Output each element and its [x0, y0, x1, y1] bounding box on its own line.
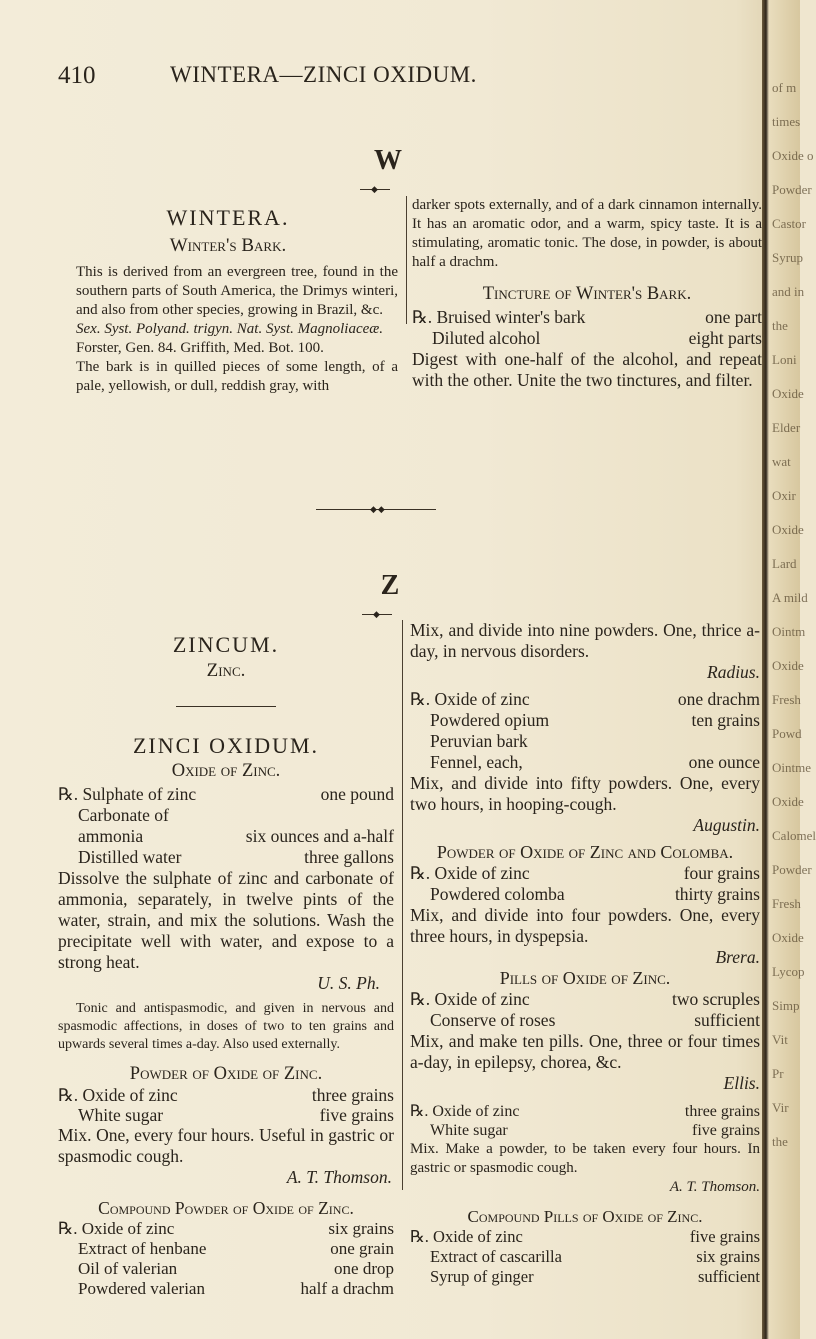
recipe-ingredient: ℞. Oxide of zinc — [58, 1085, 178, 1105]
facing-page-fragment: Oxide — [772, 522, 804, 537]
page-number: 410 — [58, 62, 96, 89]
facing-page-fragment: Oxide — [772, 658, 804, 673]
recipe-quantity: six grains — [328, 1219, 394, 1238]
recipe-row — [58, 1219, 394, 1239]
wintera-para-origin: This is derived from an evergreen tree, found in the southern parts of South America, the Drimys winteri, and also from other species, growing in Brazil, &c. — [76, 264, 398, 318]
facing-page-fragment: Loni — [772, 352, 797, 367]
facing-page-fragment: Calomel — [772, 828, 816, 843]
recipe-ingredient: ℞. Oxide of zinc — [410, 689, 530, 709]
recipe-ingredient: White sugar — [430, 1122, 508, 1139]
hooping-cough-recipe — [410, 689, 760, 773]
hooping-cough-source: Augustin. — [693, 815, 760, 835]
zinci-oxidum-notes: Tonic and antispasmodic, and given in nervous and spasmodic affections, in doses of two to ten grains and upwards several times a-day. Also used externally. — [58, 1001, 394, 1052]
recipe-quantity: five grains — [689, 1227, 760, 1246]
compound-pills-recipe — [410, 1227, 760, 1287]
recipe-quantity: one drop — [334, 1259, 394, 1278]
facing-page-fragment: Lycop — [772, 964, 805, 979]
facing-page-fragment: the — [772, 1134, 788, 1149]
facing-page-fragment: of m — [772, 80, 797, 95]
recipe-ingredient: ℞. Oxide of zinc — [410, 1103, 520, 1120]
zinci-oxidum-subtitle: Oxide of Zinc. — [171, 761, 281, 781]
recipe-quantity: six ounces and a-half — [245, 826, 394, 846]
zinci-oxidum-source: U. S. Ph. — [317, 973, 380, 993]
colomba-title: Powder of Oxide of Zinc and Colomba. — [436, 842, 734, 862]
recipe-ingredient: Fennel, each, — [430, 752, 523, 772]
powder-oxide-source: A. T. Thomson. — [286, 1167, 392, 1187]
recipe-quantity: three grains — [311, 1085, 394, 1105]
facing-page-fragment: Castor — [772, 216, 806, 231]
wintera-para-system: Sex. Syst. Polyand. trigyn. Nat. Syst. Magnoliaceæ. — [76, 321, 384, 337]
colomba-recipe — [410, 863, 760, 905]
facing-page-fragment: Vir — [772, 1100, 789, 1115]
column-divider-bottom — [402, 620, 403, 1190]
recipe-ingredient: ℞. Bruised winter's bark — [412, 307, 586, 327]
wintera-title: WINTERA. — [166, 205, 290, 230]
recipe-quantity: one part — [705, 307, 762, 327]
facing-page-fragment: Simp — [772, 998, 800, 1013]
section-rule-diamond-z: ◆ — [373, 609, 380, 619]
facing-page-fragment: times — [772, 114, 801, 129]
wintera-para-refs: Forster, Gen. 84. Griffith, Med. Bot. 100. — [76, 340, 324, 356]
wintera-subtitle: Winter's Bark. — [169, 235, 287, 256]
pills-directions: Mix, and make ten pills. One, three or four times a-day, in epilepsy, chorea, &c. — [410, 1031, 760, 1072]
zinc-right-column — [410, 620, 760, 1287]
facing-page-fragment: and in — [772, 284, 805, 299]
recipe-row — [410, 752, 760, 773]
recipe-quantity: sufficient — [694, 1010, 760, 1030]
recipe-ingredient: Powdered colomba — [430, 884, 565, 904]
zincum-rule — [176, 706, 276, 707]
facing-page-fragment: Syrup — [772, 250, 804, 265]
facing-page-fragment: Ointme — [772, 760, 811, 775]
pills-source: Ellis. — [723, 1073, 760, 1093]
facing-page-fragment: Oxide — [772, 930, 804, 945]
facing-page-fragment: Fresh — [772, 896, 801, 911]
recipe-ingredient: Syrup of ginger — [430, 1267, 534, 1286]
facing-page-fragment: A mild — [772, 590, 808, 605]
wintera-left-column — [58, 205, 398, 396]
recipe-row — [412, 307, 762, 328]
wintera-para-description-cont: darker spots externally, and of a dark cinnamon internally. It has an aromatic odor, and a warm, spicy taste. It is a stimulating, aromatic tonic. The dose, in powder, is about half a drachm. — [412, 197, 762, 270]
powder-oxide-title: Powder of Oxide of Zinc. — [129, 1064, 323, 1084]
recipe-row — [410, 1247, 760, 1267]
running-head: WINTERA—ZINCI OXIDUM. — [170, 62, 477, 87]
compound-powder-title: Compound Powder of Oxide of Zinc. — [98, 1198, 354, 1218]
recipe-row — [58, 1085, 394, 1105]
recipe-row — [410, 710, 760, 731]
recipe-quantity: three gallons — [304, 847, 394, 867]
recipe-row — [58, 1259, 394, 1279]
recipe-ingredient: Extract of henbane — [78, 1239, 207, 1258]
recipe-row — [410, 689, 760, 710]
recipe-row — [410, 731, 760, 752]
recipe-row — [410, 884, 760, 905]
facing-page-fragment: Oxide — [772, 386, 804, 401]
section-divider-diamonds: ◆◆ — [370, 504, 386, 514]
gastric-cough-source: A. T. Thomson. — [669, 1179, 760, 1195]
tincture-directions: Digest with one-half of the alcohol, and repeat with the other. Unite the two tinctures, and filter. — [412, 349, 762, 390]
recipe-row — [58, 1279, 394, 1299]
facing-page-edge — [762, 0, 816, 1339]
pills-title: Pills of Oxide of Zinc. — [499, 968, 671, 988]
recipe-row — [410, 989, 760, 1010]
recipe-quantity: four grains — [683, 863, 760, 883]
recipe-row — [410, 863, 760, 884]
zinci-oxidum-title: ZINCI OXIDUM. — [132, 733, 320, 758]
column-divider-top — [406, 196, 407, 324]
gastric-cough-recipe — [410, 1102, 760, 1140]
wintera-para-description: The bark is in quilled pieces of some length, of a pale, yellowish, or dull, reddish gray, with — [76, 359, 398, 394]
recipe-quantity: three grains — [684, 1103, 760, 1120]
recipe-quantity: ten grains — [691, 710, 760, 730]
recipe-ingredient: ℞. Oxide of zinc — [410, 989, 530, 1009]
zinci-oxidum-recipe — [58, 784, 394, 868]
recipe-row — [58, 1239, 394, 1259]
section-letter-z: Z — [380, 570, 400, 601]
zincum-title: ZINCUM. — [172, 632, 280, 657]
facing-page-fragment: Elder — [772, 420, 801, 435]
recipe-quantity: sufficient — [697, 1267, 760, 1286]
recipe-ingredient: Peruvian bark — [430, 731, 528, 751]
nervous-source: Radius. — [707, 662, 760, 682]
recipe-quantity: one drachm — [677, 689, 760, 709]
recipe-ingredient: Powdered opium — [430, 710, 550, 730]
compound-pills-title: Compound Pills of Oxide of Zinc. — [467, 1207, 703, 1226]
tincture-recipe — [412, 307, 762, 349]
recipe-ingredient: ℞. Oxide of zinc — [58, 1219, 175, 1238]
recipe-row — [58, 784, 394, 805]
facing-page-fragment: Vit — [772, 1032, 788, 1047]
recipe-quantity: half a drachm — [300, 1279, 394, 1298]
recipe-ingredient: Powdered valerian — [78, 1279, 205, 1298]
facing-page-fragment: Oxir — [772, 488, 796, 503]
recipe-ingredient: ammonia — [78, 826, 144, 846]
recipe-row — [410, 1121, 760, 1140]
facing-page-fragment: Lard — [772, 556, 797, 571]
recipe-ingredient: ℞. Oxide of zinc — [410, 863, 530, 883]
recipe-ingredient: ℞. Oxide of zinc — [410, 1227, 523, 1246]
recipe-row — [410, 1010, 760, 1031]
gastric-cough-directions: Mix. Make a powder, to be taken every four hours. In gastric or spasmodic cough. — [410, 1141, 760, 1176]
recipe-row — [410, 1102, 760, 1121]
recipe-quantity: six grains — [696, 1247, 760, 1266]
zinc-left-column — [58, 632, 394, 1299]
colomba-directions: Mix, and divide into four powders. One, every three hours, in dyspepsia. — [410, 905, 760, 946]
facing-page-fragment: Ointm — [772, 624, 806, 639]
compound-powder-recipe — [58, 1219, 394, 1299]
recipe-quantity: one ounce — [688, 752, 760, 772]
recipe-row — [58, 1105, 394, 1125]
zincum-subtitle: Zinc. — [206, 660, 246, 681]
section-letter-w: W — [374, 145, 402, 176]
recipe-row — [410, 1267, 760, 1287]
recipe-quantity: one pound — [320, 784, 394, 804]
recipe-quantity: thirty grains — [674, 884, 760, 904]
recipe-ingredient: Extract of cascarilla — [430, 1247, 562, 1266]
facing-page-fragment: Powder — [772, 862, 812, 877]
powder-oxide-directions: Mix. One, every four hours. Useful in gastric or spasmodic cough. — [58, 1125, 394, 1166]
pills-recipe — [410, 989, 760, 1031]
recipe-row — [410, 1227, 760, 1247]
colomba-source: Brera. — [715, 947, 760, 967]
recipe-quantity: five grains — [319, 1105, 394, 1125]
recipe-quantity: eight parts — [688, 328, 762, 348]
zinci-oxidum-directions: Dissolve the sulphate of zinc and carbonate of ammonia, separately, in twelve pints of the water, strain, and mix the solutions. Wash the precipitate well with water, and expose to a strong heat. — [58, 868, 394, 972]
powder-oxide-recipe — [58, 1085, 394, 1125]
facing-page-fragment: the — [772, 318, 788, 333]
recipe-ingredient: Oil of valerian — [78, 1259, 178, 1278]
hooping-cough-directions: Mix, and divide into fifty powders. One, every two hours, in hooping-cough. — [410, 773, 760, 814]
recipe-row — [412, 328, 762, 349]
facing-page-fragment: wat — [772, 454, 791, 469]
recipe-row — [58, 805, 394, 826]
nervous-directions: Mix, and divide into nine powders. One, thrice a-day, in nervous disorders. — [410, 620, 760, 661]
recipe-ingredient: Conserve of roses — [430, 1010, 556, 1030]
facing-page-fragment: Oxide — [772, 794, 804, 809]
recipe-ingredient: Carbonate of — [78, 805, 169, 825]
facing-page-fragment: Powd — [772, 726, 802, 741]
facing-page-fragment: Pr — [772, 1066, 784, 1081]
recipe-quantity: five grains — [692, 1122, 760, 1139]
facing-page-fragment: Powder — [772, 182, 812, 197]
recipe-ingredient: Diluted alcohol — [432, 328, 541, 348]
facing-page-fragment: Oxide o — [772, 148, 814, 163]
recipe-quantity: two scruples — [672, 989, 760, 1009]
recipe-row — [58, 826, 394, 847]
recipe-quantity: one grain — [330, 1239, 394, 1258]
recipe-ingredient: White sugar — [78, 1105, 164, 1125]
wintera-right-column — [412, 196, 762, 391]
recipe-row — [58, 847, 394, 868]
facing-page-fragment: Fresh — [772, 692, 801, 707]
recipe-ingredient: Distilled water — [78, 847, 182, 867]
section-rule-diamond-w: ◆ — [371, 184, 378, 194]
tincture-title: Tincture of Winter's Bark. — [482, 284, 692, 304]
recipe-ingredient: ℞. Sulphate of zinc — [58, 784, 197, 804]
